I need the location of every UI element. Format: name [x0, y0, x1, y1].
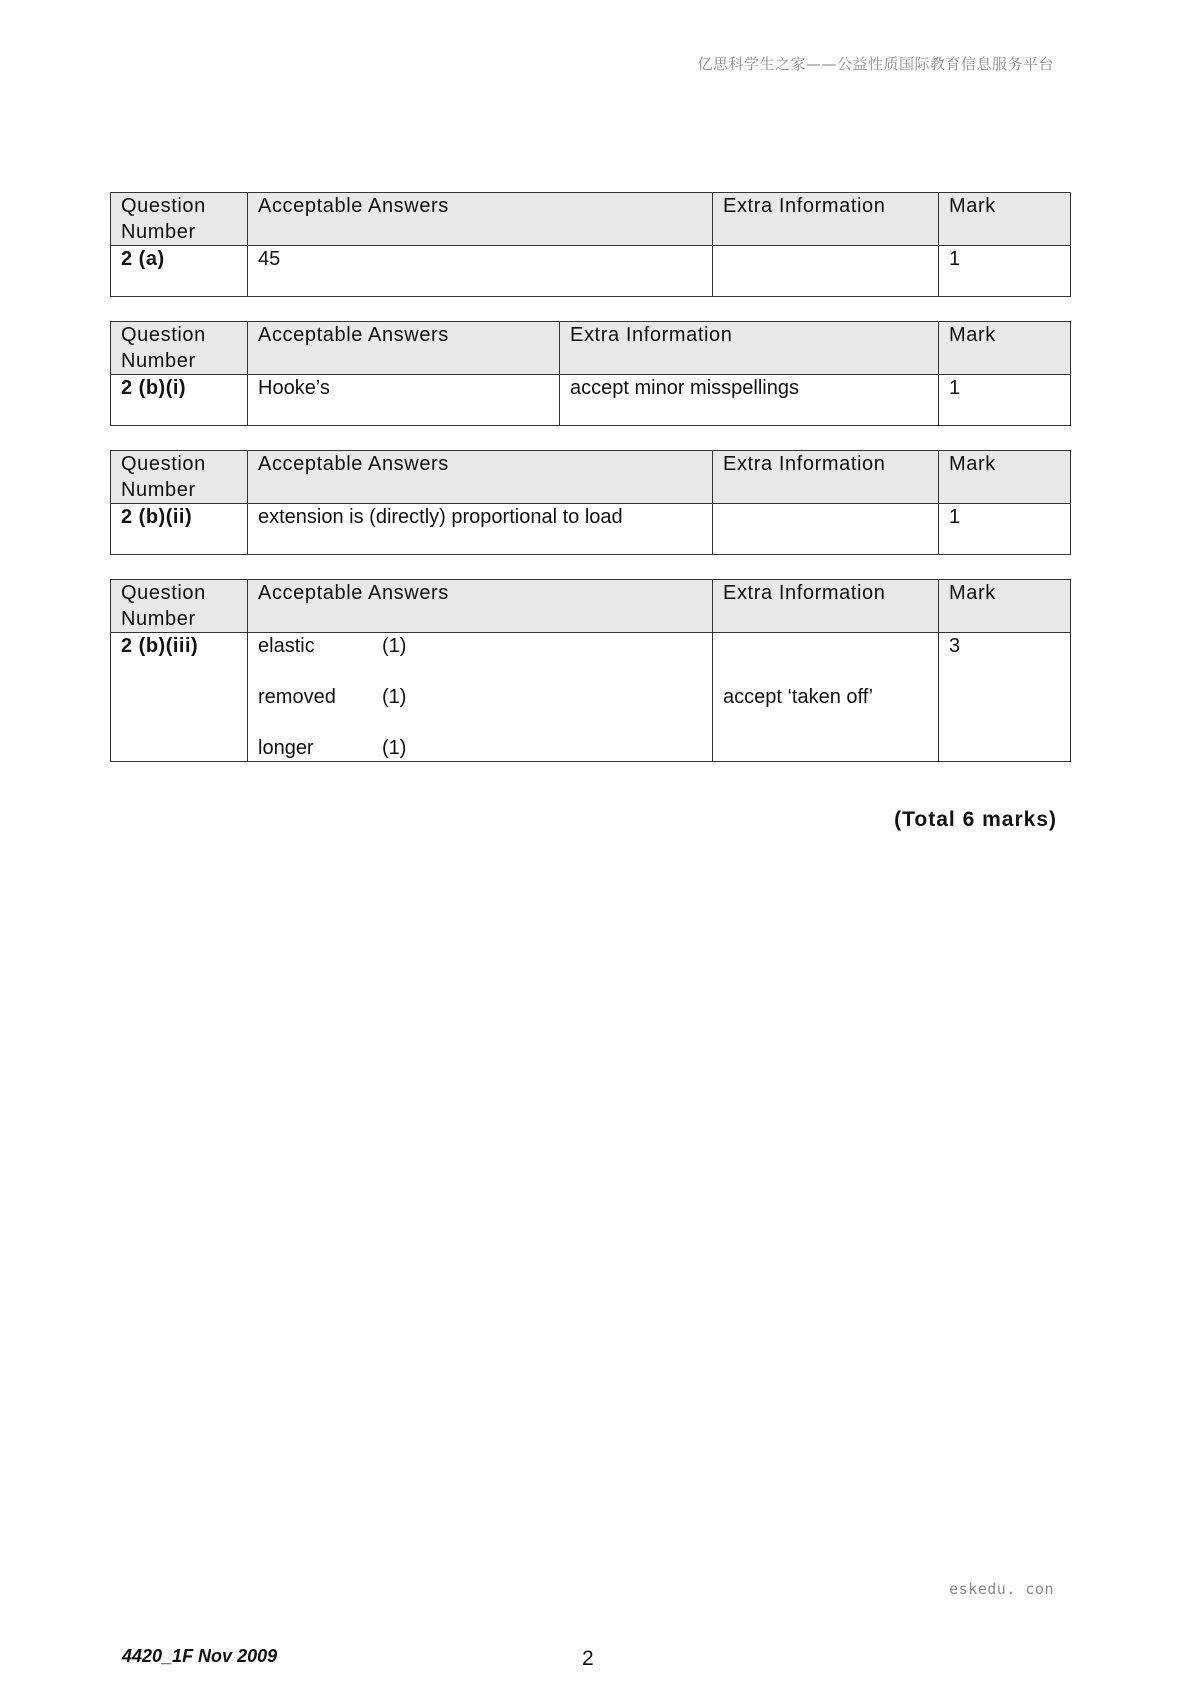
extra-line: [723, 633, 928, 684]
mark-value: 3: [939, 633, 1071, 762]
header-question-number: Question Number: [111, 580, 248, 633]
acceptable-answer: extension is (directly) proportional to load: [248, 504, 713, 555]
header-extra-information: Extra Information: [713, 451, 939, 504]
markscheme-table-2bii: [110, 450, 1071, 555]
markscheme-table-2biii: [110, 579, 1071, 762]
question-number: 2 (a): [111, 246, 248, 297]
answer-mark: (1): [382, 737, 407, 759]
answer-word: elastic: [258, 635, 315, 657]
header-acceptable-answers: Acceptable Answers: [248, 322, 560, 375]
extra-line: accept ‘taken off’: [723, 686, 874, 708]
markscheme-table-2bi: [110, 321, 1071, 426]
acceptable-answer: 45: [248, 246, 713, 297]
table-header-row: [111, 322, 1071, 375]
header-acceptable-answers: Acceptable Answers: [248, 580, 713, 633]
acceptable-answers-list: [248, 633, 713, 762]
header-extra-information: Extra Information: [560, 322, 939, 375]
extra-information: [713, 246, 939, 297]
total-marks: (Total 6 marks): [894, 808, 1057, 831]
extra-information: [713, 504, 939, 555]
answer-word: removed: [258, 686, 336, 708]
table-header-row: [111, 193, 1071, 246]
answer-line: [258, 735, 702, 761]
header-mark: Mark: [939, 193, 1071, 246]
header-watermark: 亿思科学生之家——公益性质国际教育信息服务平台: [697, 55, 1054, 73]
paper-code: 4420_1F Nov 2009: [122, 1646, 278, 1666]
extra-information: accept minor misspellings: [560, 375, 939, 426]
header-mark: Mark: [939, 580, 1071, 633]
answer-mark: (1): [382, 686, 407, 708]
mark-value: 1: [939, 504, 1071, 555]
question-number: 2 (b)(i): [111, 375, 248, 426]
header-question-number: Question Number: [111, 193, 248, 246]
header-mark: Mark: [939, 322, 1071, 375]
header-question-number: Question Number: [111, 322, 248, 375]
footer-watermark: eskedu. con: [949, 1580, 1054, 1598]
question-number: 2 (b)(ii): [111, 504, 248, 555]
page-number: 2: [582, 1647, 594, 1670]
table-row: [111, 375, 1071, 426]
table-row: [111, 246, 1071, 297]
table-row: [111, 504, 1071, 555]
table-header-row: [111, 451, 1071, 504]
question-number: 2 (b)(iii): [111, 633, 248, 762]
acceptable-answer: Hooke’s: [248, 375, 560, 426]
answer-word: longer: [258, 737, 314, 759]
markscheme-table-2a: [110, 192, 1071, 297]
answer-line: [258, 684, 702, 735]
header-mark: Mark: [939, 451, 1071, 504]
table-row: [111, 633, 1071, 762]
header-extra-information: Extra Information: [713, 193, 939, 246]
header-question-number: Question Number: [111, 451, 248, 504]
answer-mark: (1): [382, 635, 407, 657]
header-acceptable-answers: Acceptable Answers: [248, 451, 713, 504]
mark-value: 1: [939, 246, 1071, 297]
mark-value: 1: [939, 375, 1071, 426]
header-extra-information: Extra Information: [713, 580, 939, 633]
answer-line: [258, 633, 702, 684]
table-header-row: [111, 580, 1071, 633]
extra-information: [713, 633, 939, 762]
header-acceptable-answers: Acceptable Answers: [248, 193, 713, 246]
